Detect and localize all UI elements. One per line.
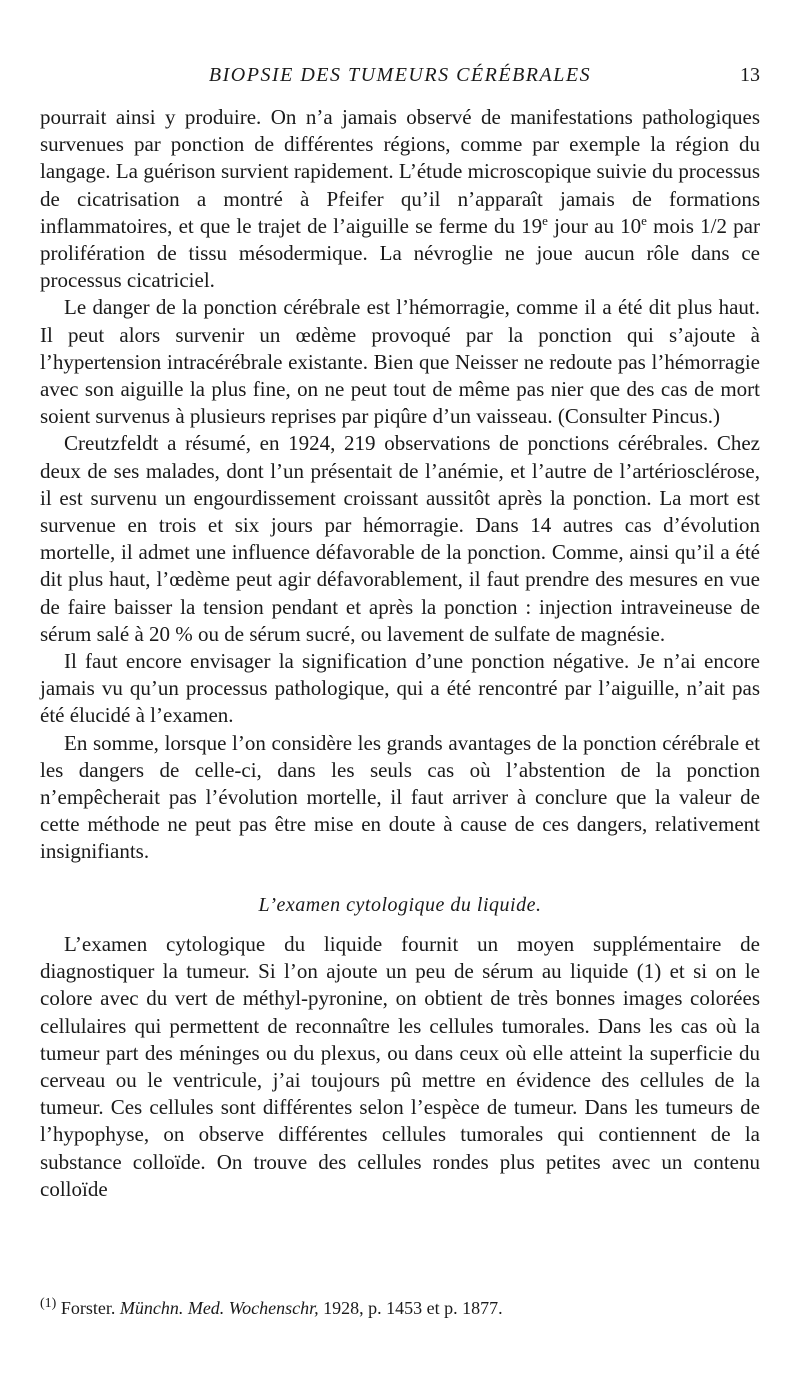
footnote-details: 1928, p. 1453 et p. 1877.: [323, 1298, 503, 1318]
footnote-ref: (1): [40, 1296, 57, 1311]
paragraph-continuation: [40, 104, 760, 294]
page-header: [40, 64, 760, 92]
superscript: e: [641, 212, 647, 228]
paragraph: Creutzfeldt a résumé, en 1924, 219 observations de ponctions cérébrales. Chez deux de ses malades, dont l’un présentait de l’anémie, et l’autre de l’artériosclérose, il est survenu un engourdissement croissant aussitôt après la ponction. La mort est survenue en trois et six jours par hémorragie. Dans 14 autres cas d’évolution mortelle, il admet une influence défavorable de la ponction. Comme, ainsi qu’il a été dit plus haut, l’œdème peut agir défavorablement, il faut prendre des mesures en vue de faire baisser la tension pendant et après la ponction : injection intraveineuse de sérum salé à 20 % ou de sérum sucré, ou lavement de sulfate de magnésie.: [40, 431, 760, 646]
footnote-author: Forster.: [60, 1298, 116, 1318]
paragraph: L’examen cytologique du liquide fournit un moyen supplémentaire de diagnostiquer la tumeur. Si l’on ajoute un peu de sérum au liquide (1) et si on le colore avec du vert de méthyl-pyronine, on obtient de très bonnes images colorées cellulaires qui permettent de reconnaître les cellules tumorales. Dans les cas où la tumeur part des méninges ou du plexus, ou dans ceux où elle atteint la superficie du cerveau ou le ventricule, j’ai toujours pû mettre en évidence des cellules de la tumeur. Ces cellules sont différentes selon l’espèce de tumeur. Dans les tumeurs de l’hypophyse, on observe différentes cellules tumorales qui contiennent de la substance colloïde. On trouve des cellules rondes plus petites avec un contenu colloïde: [40, 931, 760, 1201]
paragraph: En somme, lorsque l’on considère les grands avantages de la ponction cérébrale et les dangers de celle-ci, dans les seuls cas où l’abstention de la ponction n’empêcherait pas l’évolution mortelle, il faut arriver à conclure que la valeur de cette méthode ne peut pas être mise en doute à cause de ces dangers, relativement insignifiants.: [40, 730, 760, 864]
running-title: BIOPSIE DES TUMEURS CÉRÉBRALES: [208, 64, 592, 86]
footnote-journal: Münchn. Med. Wochenschr,: [119, 1298, 319, 1318]
section-title: L’examen cytologique du liquide.: [258, 893, 542, 916]
footnote: [40, 1296, 760, 1319]
paragraph-text: mois 1/2 par prolifération de tissu mésodermique. La névroglie ne joue aucun rôle dans ce processus cicatriciel.: [40, 213, 760, 293]
paragraph: Le danger de la ponction cérébrale est l’hémorragie, comme il a été dit plus haut. Il peut alors survenir un œdème provoqué par la ponction qui s’ajoute à l’hypertension intracérébrale existante. Bien que Neisser ne redoute pas l’hémorragie avec son aiguille la plus fine, on ne peut tout de même pas nier que des cas de mort soient survenus à plusieurs reprises par piqûre d’un vaisseau. (Consulter Pincus.): [40, 295, 760, 429]
paragraph-text: pourrait ainsi y produire. On n’a jamais observé de manifestations pathologiques survenues par ponction de différentes régions, comme par exemple la région du langage. La guérison survient rapidement. L’étude microscopique suivie du processus de cicatrisation a montré à Pfeifer qu’il n’apparaît jamais de formations inflammatoires, et que le trajet de l’aiguille se ferme du 19: [40, 105, 760, 238]
paragraph-text: jour au 10: [547, 213, 642, 238]
paragraph: Il faut encore envisager la signification d’une ponction négative. Je n’ai encore jamais vu qu’un processus pathologique, qui a été rencontré par l’aiguille, n’ait pas été élucidé à l’examen.: [40, 649, 760, 728]
body-text: [40, 104, 760, 1203]
page-number: 13: [740, 64, 760, 86]
superscript: e: [542, 212, 548, 228]
